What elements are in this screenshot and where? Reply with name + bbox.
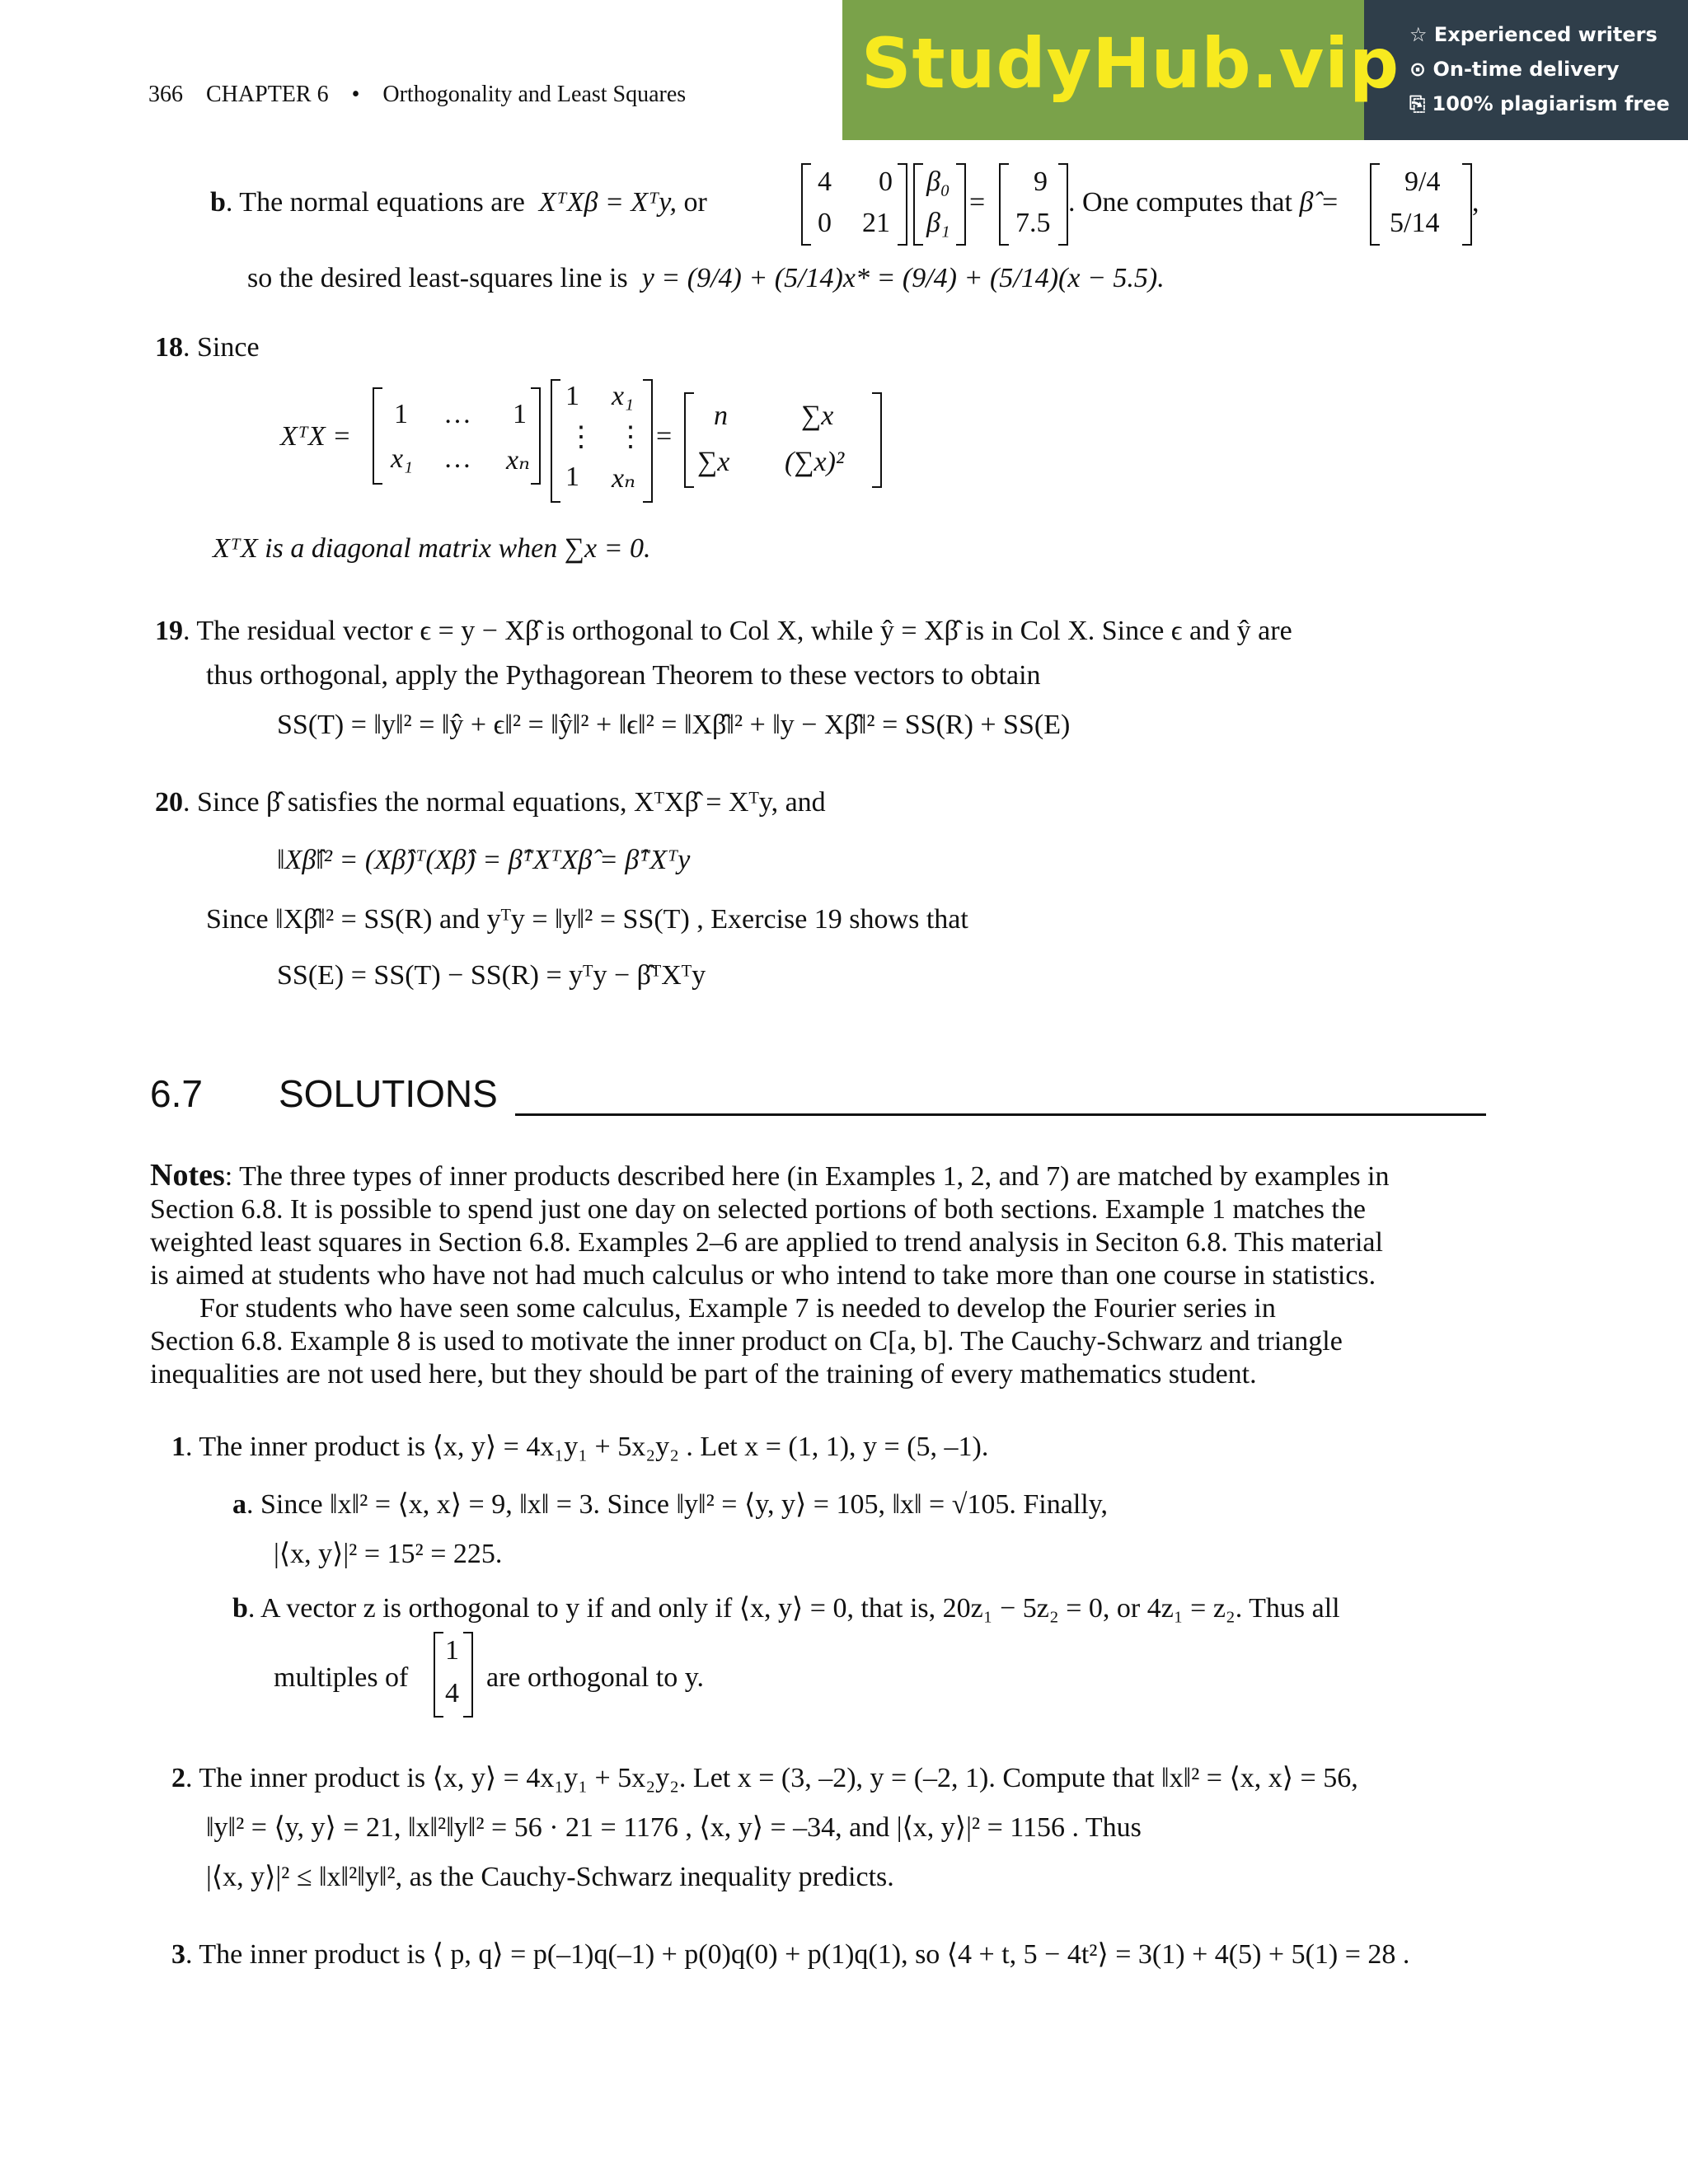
gram-matrix: n ∑x ∑x (∑x)² xyxy=(684,392,882,488)
ex20-line2: Since ‖Xβ̂‖² = SS(R) and yᵀy = ‖y‖² = SS(T) , Exercise 19 shows that xyxy=(206,904,968,935)
beta-vector: β₀ β₁ xyxy=(913,163,966,246)
ex19-line2: thus orthogonal, apply the Pythagorean Theorem to these vectors to obtain xyxy=(206,660,1041,691)
normal-eq-matrix: 4 0 0 21 xyxy=(801,163,907,246)
q2-line3: |⟨x, y⟩|² ≤ ‖x‖²‖y‖², as the Cauchy-Schwarz inequality predicts. xyxy=(206,1862,894,1892)
notes-paragraph: Notes: The three types of inner products described here (in Examples 1, 2, and 7) are matched by examples in Section 6.8. It is possible to spend just one day on selected portions of both sections. Example 1 matches the weighted least squares in Section 6.8. Examples 2–6 are applied to trend analysis in Seciton 6.8. This material is aimed at students who have not had much calculus or who intend to take more than one course in statistics. For students who have seen some calculus, Example 7 is needed to develop the Fourier series in Section 6.8. Example 8 is used to motivate the inner product on C[a, b]. The Cauchy-Schwarz and triangle inequalities are not used here, but they should be part of the training of every mathematics student. xyxy=(150,1158,1390,1390)
ex20-equation1: ‖Xβ̂‖² = (Xβ̂)ᵀ(Xβ̂) = β̂ᵀXᵀXβ̂ = β̂ᵀXᵀy xyxy=(277,845,691,875)
chapter-title: Orthogonality and Least Squares xyxy=(382,82,687,107)
q2-line1: 2. The inner product is ⟨x, y⟩ = 4x₁y₁ + 5x₂y₂. Let x = (3, –2), y = (–2, 1). Compute that ‖x‖² = ⟨x, x⟩ = 56, xyxy=(171,1763,1358,1793)
page-header xyxy=(148,81,686,109)
comma: , xyxy=(1472,187,1479,218)
equals-sign: = xyxy=(969,187,986,218)
ex18-conclusion: XᵀX is a diagonal matrix when ∑x = 0. xyxy=(213,533,651,564)
feature-plagiarism-free: ⎘ 100% plagiarism free xyxy=(1409,92,1670,115)
section-rule xyxy=(515,1113,1486,1116)
q2-line2: ‖y‖² = ⟨y, y⟩ = 21, ‖x‖²‖y‖² = 56 · 21 = 1176 , ⟨x, y⟩ = –34, and |⟨x, y⟩|² = 1156 . Thus xyxy=(206,1812,1142,1843)
q1b-line1: b. A vector z is orthogonal to y if and only if ⟨x, y⟩ = 0, that is, 20z₁ − 5z₂ = 0, or 4z₁ = z₂. Thus all xyxy=(232,1593,1340,1624)
rhs-vector: 9 7.5 xyxy=(999,163,1068,246)
q1b-post: are orthogonal to y. xyxy=(486,1662,705,1693)
header-bullet: • xyxy=(351,82,360,107)
ex18-lead: 18. Since xyxy=(155,332,260,363)
x-matrix: 1 x₁ ⋮ ⋮ 1 xₙ xyxy=(551,379,653,503)
feature-experienced-writers: ☆ Experienced writers xyxy=(1409,23,1658,46)
q1b-pre: multiples of xyxy=(274,1662,409,1693)
ex18-lhs: XᵀX = xyxy=(280,421,352,452)
brand-logo[interactable]: StudyHub.vip xyxy=(861,23,1400,104)
orthogonal-vector: 1 4 xyxy=(434,1632,473,1718)
ex17b-line2: so the desired least-squares line is y = (9/4) + (5/14)x* = (9/4) + (5/14)(x − 5.5). xyxy=(247,263,1165,293)
x-transpose-matrix: 1 … 1 x₁ … xₙ xyxy=(373,387,541,485)
ex17b-lead: b. The normal equations are XᵀXβ = Xᵀy, or xyxy=(210,187,707,218)
feature-on-time-delivery: ⊙ On-time delivery xyxy=(1409,58,1620,81)
page-number: 366 xyxy=(148,82,183,107)
ex19-equation: SS(T) = ‖y‖² = ‖ŷ + ϵ‖² = ‖ŷ‖² + ‖ϵ‖² = ‖Xβ̂‖² + ‖y − Xβ̂‖² = SS(R) + SS(E) xyxy=(277,710,1071,740)
q1a-line1: a. Since ‖x‖² = ⟨x, x⟩ = 9, ‖x‖ = 3. Since ‖y‖² = ⟨y, y⟩ = 105, ‖x‖ = √105. Finally, xyxy=(232,1489,1109,1520)
ex17b-computes: . One computes that β̂ = xyxy=(1068,187,1339,218)
q1a-line2: |⟨x, y⟩|² = 15² = 225. xyxy=(274,1539,503,1569)
beta-hat-vector: 9/4 5/14 xyxy=(1370,163,1472,246)
section-number: 6.7 xyxy=(150,1072,203,1115)
section-title: SOLUTIONS xyxy=(279,1072,498,1115)
q3-line: 3. The inner product is ⟨ p, q⟩ = p(–1)q(–1) + p(0)q(0) + p(1)q(1), so ⟨4 + t, 5 − 4t²⟩ = 3(1) + 4(5) + 5(1) = 28 . xyxy=(171,1939,1410,1970)
ex18-equals: = xyxy=(656,421,673,452)
ex20-equation2: SS(E) = SS(T) − SS(R) = yᵀy − β̂ᵀXᵀy xyxy=(277,960,706,991)
chapter-label: CHAPTER 6 xyxy=(206,82,329,107)
ex20-line1: 20. Since β̂ satisfies the normal equations, XᵀXβ̂ = Xᵀy, and xyxy=(155,787,826,818)
ex19-line1: 19. The residual vector ϵ = y − Xβ̂ is orthogonal to Col X, while ŷ = Xβ̂ is in Col X. Since ϵ and ŷ are xyxy=(155,616,1292,646)
q1-line: 1. The inner product is ⟨x, y⟩ = 4x₁y₁ + 5x₂y₂ . Let x = (1, 1), y = (5, –1). xyxy=(171,1432,989,1462)
